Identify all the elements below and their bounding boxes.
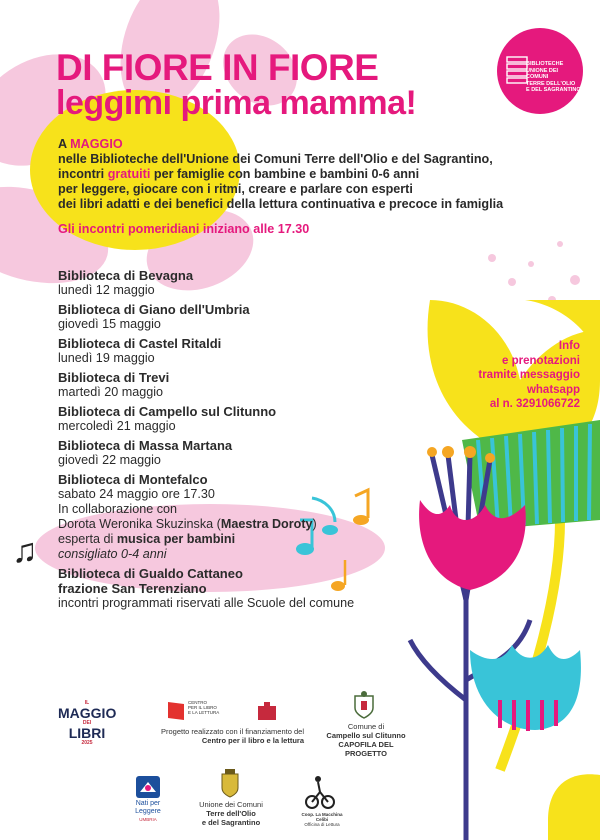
unione-crest-icon <box>220 768 240 798</box>
library-name: Biblioteca di Trevi <box>58 370 170 385</box>
library-name: Biblioteca di Campello sul Clitunno <box>58 404 277 419</box>
library-list <box>58 268 478 615</box>
role-bold: musica per bambini <box>116 532 236 546</box>
library-date: sabato 24 maggio ore 17.30 <box>58 487 215 501</box>
maggio-dei-libri-logo <box>58 700 116 746</box>
maggio-libri: LIBRI <box>68 725 106 741</box>
nati-per-leggere-logo <box>128 800 168 824</box>
library-date: giovedì 22 maggio <box>58 453 161 467</box>
campello-crest-icon <box>352 690 376 720</box>
campello-logo-text <box>318 722 414 758</box>
cepell-icon <box>166 700 186 722</box>
coop-logo-text <box>296 812 348 827</box>
cepell-logo-text <box>188 700 236 715</box>
cepell-line: E LA LETTURA <box>188 710 220 715</box>
campello-capofila: CAPOFILA DEL PROGETTO <box>338 740 394 758</box>
library-item <box>58 302 478 332</box>
unione-line: e del Sagrantino <box>201 818 261 827</box>
library-item <box>58 268 478 298</box>
intro-maggio: MAGGIO <box>70 137 123 151</box>
unione-line: Unione dei Comuni <box>199 800 263 809</box>
maggio-il: IL <box>84 700 90 706</box>
intro-a: A <box>58 137 71 151</box>
logo-line: UNIONE DEI COMUNI <box>526 67 559 80</box>
cepell-line: PER IL LIBRO <box>188 705 217 710</box>
age-text: consigliato 0-4 anni <box>58 547 167 561</box>
decor-dots <box>488 241 580 304</box>
unione-comuni-logo <box>186 800 276 827</box>
library-date: lunedì 19 maggio <box>58 351 155 365</box>
age-note <box>58 547 478 562</box>
intro-gratuiti: gratuiti <box>107 167 151 181</box>
info-line: whatsapp <box>526 383 580 396</box>
credits-text <box>126 727 304 745</box>
logo-line: TERRE DELL'OLIO <box>526 80 576 87</box>
library-item <box>58 404 478 434</box>
library-item <box>58 438 478 468</box>
library-name: Biblioteca di Montefalco <box>58 472 208 487</box>
library-item-montefalco <box>58 472 478 562</box>
library-date: mercoledì 21 maggio <box>58 419 176 433</box>
intro-text <box>58 137 598 212</box>
library-name: Biblioteca di Massa Martana <box>58 438 233 453</box>
library-subname: frazione San Terenziano <box>58 581 207 596</box>
intro-line-3 <box>58 167 598 182</box>
collab-text: In collaborazione con <box>58 502 178 516</box>
library-date: giovedì 15 maggio <box>58 317 161 331</box>
intro-line-3-rest: per famiglie con bambine e bambini 0-6 anni <box>150 167 420 181</box>
role-pre: esperta di <box>58 532 117 546</box>
npl-region: UMBRIA <box>139 817 157 822</box>
poster-title: DI FIORE IN FIORE <box>56 47 379 88</box>
logo-line: E DEL SAGRANTINO <box>526 87 581 93</box>
info-contact <box>440 339 580 412</box>
intro-line-1 <box>58 137 598 152</box>
credits-line-2: Centro per il libro e la lettura <box>201 736 304 745</box>
intro-incontri: incontri <box>58 167 108 181</box>
credits-line-1: Progetto realizzato con il finanziamento del <box>161 727 304 736</box>
library-date: lunedì 12 maggio <box>58 283 155 297</box>
cepell-line: CENTRO <box>188 700 207 705</box>
campello-name: Campello sul Clitunno <box>326 731 406 740</box>
info-phone[interactable]: al n. 3291066722 <box>489 398 580 410</box>
intro-line-2: nelle Biblioteche dell'Unione dei Comuni Terre dell'Olio e del Sagrantino, <box>58 152 493 166</box>
info-line: tramite messaggio <box>478 369 580 381</box>
music-notes-icon: ♫ <box>12 532 38 570</box>
teal-tulip <box>470 645 581 730</box>
library-name: Biblioteca di Bevagna <box>58 268 194 283</box>
siae-icon <box>256 702 278 722</box>
npl-line: Leggere <box>135 808 161 815</box>
logo-line: BIBLIOTECHE <box>526 61 564 67</box>
library-name: Biblioteca di Gualdo Cattaneo <box>58 566 243 581</box>
bicycle-rider-icon <box>304 774 336 810</box>
small-yellow-flower <box>548 774 600 840</box>
library-item <box>58 566 478 611</box>
library-item <box>58 370 478 400</box>
guest-close: ) <box>312 517 317 531</box>
poster-subtitle: leggimi prima mamma! <box>56 84 417 122</box>
guest-name: Dorota Weronika Skuzinska ( <box>58 517 221 531</box>
library-note: incontri programmati riservati alle Scuole del comune <box>58 596 355 610</box>
maggio-dei: DEI <box>82 720 92 726</box>
guest-role <box>58 532 478 547</box>
coop-line: Coop. La Macchina Celibi <box>301 812 343 822</box>
library-name: Biblioteca di Giano dell'Umbria <box>58 302 250 317</box>
start-time-note: Gli incontri pomeridiani iniziano alle 17.30 <box>58 222 310 236</box>
guest-alias: Maestra Doroty <box>220 517 313 531</box>
info-line: e prenotazioni <box>502 354 580 367</box>
guest-line <box>58 517 478 532</box>
intro-line-5: dei libri adatti e dei benefici della lettura continuativa e precoce in famiglia <box>58 197 504 211</box>
nati-per-leggere-icon <box>134 774 162 800</box>
library-item <box>58 336 478 366</box>
biblioteche-logo-text <box>526 61 581 94</box>
library-name: Biblioteca di Castel Ritaldi <box>58 336 222 351</box>
intro-line-4: per leggere, giocare con i ritmi, creare e parlare con esperti <box>58 182 413 196</box>
bookshelf-icon <box>506 56 528 86</box>
unione-line: Terre dell'Olio <box>206 809 256 818</box>
campello-comune: Comune di <box>347 722 385 731</box>
library-date: martedì 20 maggio <box>58 385 164 399</box>
coop-line: Officina di Lettura <box>304 822 340 827</box>
maggio-word: MAGGIO <box>58 705 117 721</box>
info-line: Info <box>558 340 580 352</box>
npl-line: Nati per <box>135 800 161 807</box>
maggio-year: 2025 <box>81 740 93 746</box>
